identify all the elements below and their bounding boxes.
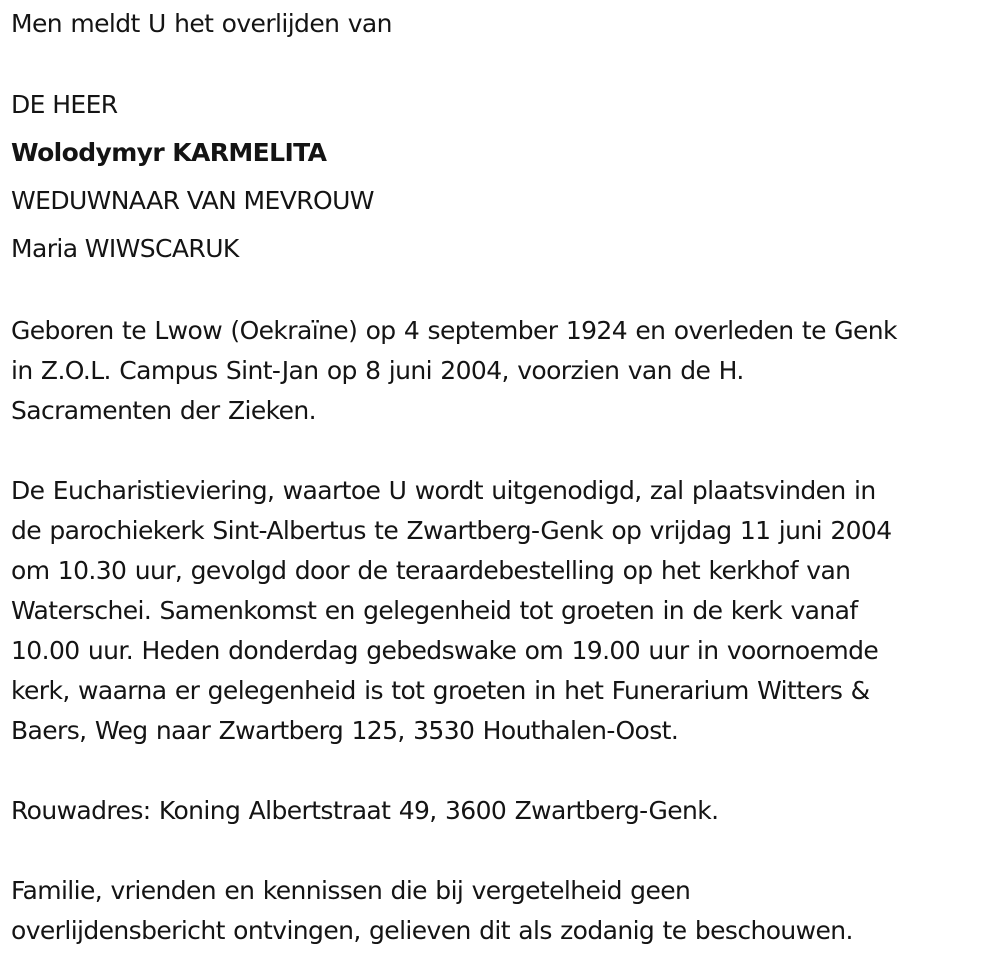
intro-text: Men meldt U het overlijden van — [11, 9, 392, 38]
spacer — [11, 831, 996, 871]
spacer — [11, 273, 996, 311]
paragraph-line: Waterschei. Samenkomst en gelegenheid tot groeten in de kerk vanaf — [11, 596, 858, 625]
spacer — [11, 431, 996, 471]
ceremony-paragraph — [11, 471, 996, 751]
spouse-name: Maria WIWSCARUK — [11, 234, 239, 263]
paragraph-line: Geboren te Lwow (Oekraïne) op 4 september 1924 en overleden te Genk — [11, 316, 897, 345]
paragraph-line: de parochiekerk Sint-Albertus te Zwartberg-Genk op vrijdag 11 juni 2004 — [11, 516, 892, 545]
title-line: DE HEER — [11, 90, 118, 119]
closing-paragraph — [11, 871, 996, 951]
paragraph-line: Sacramenten der Zieken. — [11, 396, 316, 425]
deceased-name — [11, 129, 996, 177]
paragraph-line: overlijdensbericht ontvingen, gelieven dit als zodanig te beschouwen. — [11, 916, 853, 945]
spouse-title: WEDUWNAAR VAN MEVROUW — [11, 186, 374, 215]
paragraph-line: Baers, Weg naar Zwartberg 125, 3530 Houthalen-Oost. — [11, 716, 679, 745]
paragraph-line: in Z.O.L. Campus Sint-Jan op 8 juni 2004, voorzien van de H. — [11, 356, 744, 385]
deceased-first-name: Wolodymyr — [11, 138, 165, 167]
death-notice — [11, 4, 996, 951]
mourning-address: Rouwadres: Koning Albertstraat 49, 3600 Zwartberg-Genk. — [11, 796, 719, 825]
birth-death-paragraph — [11, 311, 996, 431]
paragraph-line: Familie, vrienden en kennissen die bij vergetelheid geen — [11, 876, 691, 905]
paragraph-line: om 10.30 uur, gevolgd door de teraardebestelling op het kerkhof van — [11, 556, 851, 585]
paragraph-line: kerk, waarna er gelegenheid is tot groeten in het Funerarium Witters & — [11, 676, 870, 705]
paragraph-line: 10.00 uur. Heden donderdag gebedswake om 19.00 uur in voornoemde — [11, 636, 879, 665]
deceased-last-name: KARMELITA — [172, 138, 327, 167]
spacer — [11, 751, 996, 791]
paragraph-line: De Eucharistieviering, waartoe U wordt uitgenodigd, zal plaatsvinden in — [11, 476, 876, 505]
